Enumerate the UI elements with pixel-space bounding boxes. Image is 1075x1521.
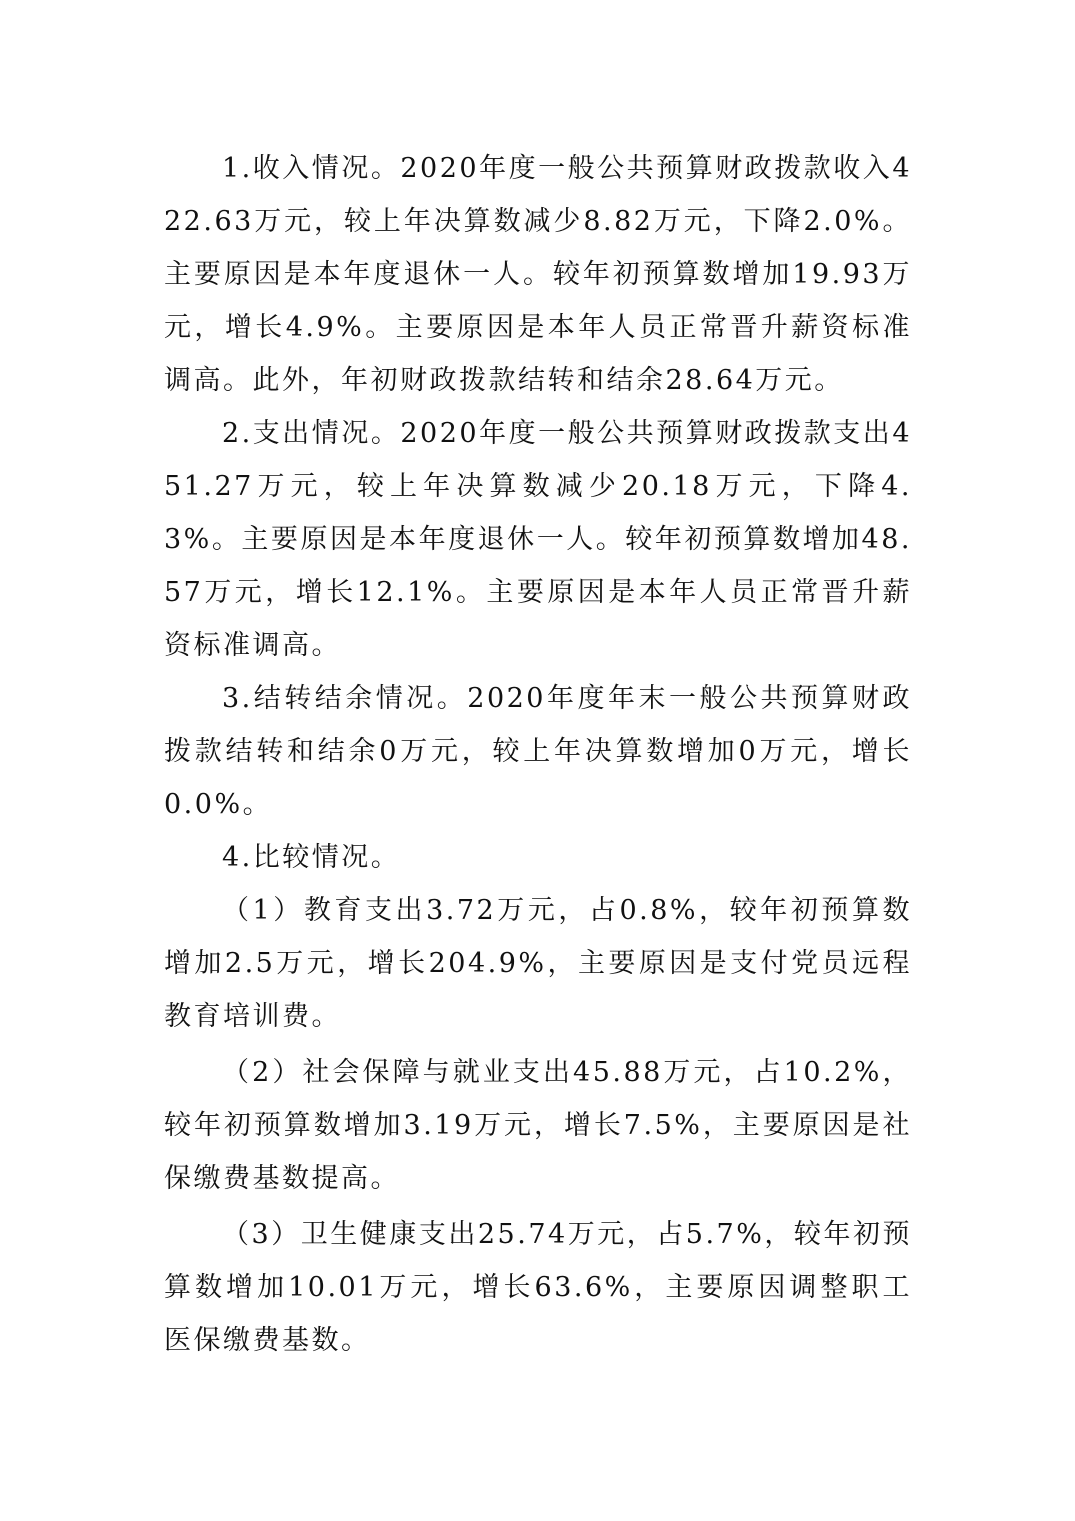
document-body — [164, 142, 912, 1367]
paragraph-carryover: 3.结转结余情况。2020年度年末一般公共预算财政拨款结转和结余0万元，较上年决算数增加0万元，增长0.0%。 — [164, 683, 912, 820]
paragraph-expenditure: 2.支出情况。2020年度一般公共预算财政拨款支出451.27万元，较上年决算数减少20.18万元，下降4.3%。主要原因是本年度退休一人。较年初预算数增加48.57万元，增长12.1%。主要原因是本年人员正常晋升薪资标准调高。 — [164, 418, 912, 661]
paragraph-income: 1.收入情况。2020年度一般公共预算财政拨款收入422.63万元，较上年决算数减少8.82万元，下降2.0%。主要原因是本年度退休一人。较年初预算数增加19.93万元，增长4.9%。主要原因是本年人员正常晋升薪资标准调高。此外，年初财政拨款结转和结余28.64万元。 — [164, 153, 912, 396]
paragraph-comparison-heading: 4.比较情况。 — [222, 842, 401, 873]
paragraph-health: （3）卫生健康支出25.74万元，占5.7%，较年初预算数增加10.01万元，增长63.6%，主要原因调整职工医保缴费基数。 — [164, 1219, 912, 1356]
paragraph-social-security: （2）社会保障与就业支出45.88万元，占10.2%，较年初预算数增加3.19万元，增长7.5%，主要原因是社保缴费基数提高。 — [164, 1057, 912, 1194]
paragraph-education: （1）教育支出3.72万元，占0.8%，较年初预算数增加2.5万元，增长204.9%，主要原因是支付党员远程教育培训费。 — [164, 895, 912, 1032]
